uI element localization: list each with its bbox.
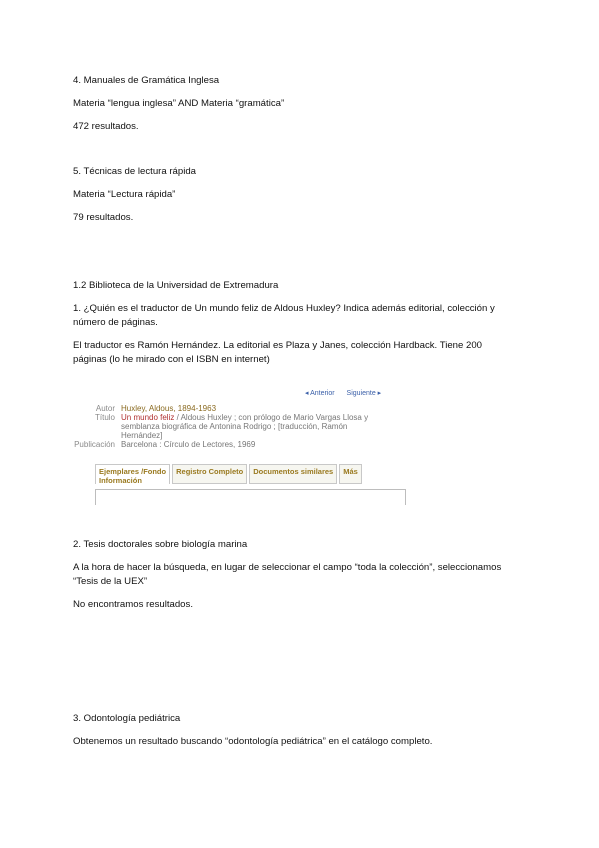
section-1-2-heading: 1.2 Biblioteca de la Universidad de Extremadura: [73, 280, 279, 291]
publicacion-label: Publicación: [74, 440, 115, 449]
tab-ejemplares[interactable]: [95, 464, 170, 484]
titulo-line3: Hernández]: [121, 431, 163, 440]
section-4-query: Materia “lengua inglesa” AND Materia “gramática”: [73, 98, 285, 109]
question-1-line2: número de páginas.: [73, 317, 158, 328]
record-navigation: [305, 389, 391, 397]
section-5-results: 79 resultados.: [73, 212, 134, 223]
tab-content-box: [95, 489, 406, 505]
tab-mas[interactable]: Más: [339, 464, 362, 484]
tab-documentos-similares[interactable]: Documentos similares: [249, 464, 337, 484]
titulo-line2: semblanza biográfica de Antonina Rodrigo ; [traducción, Ramón: [121, 422, 348, 431]
question-3-line1: Obtenemos un resultado buscando “odontología pediátrica” en el catálogo completo.: [73, 736, 433, 747]
previous-record-link[interactable]: ◂ Anterior: [305, 390, 335, 397]
question-3-heading: 3. Odontología pediátrica: [73, 713, 181, 724]
title-link[interactable]: Un mundo feliz: [121, 413, 175, 422]
publicacion-value: Barcelona : Círculo de Lectores, 1969: [121, 440, 256, 449]
titulo-label: Título: [94, 413, 115, 422]
question-1-line1: 1. ¿Quién es el traductor de Un mundo feliz de Aldous Huxley? Indica además editorial, colección y: [73, 303, 495, 314]
section-4-results: 472 resultados.: [73, 121, 139, 132]
record-tabs: [95, 464, 364, 484]
section-5-query: Materia “Lectura rápida”: [73, 189, 176, 200]
section-4-heading: 4. Manuales de Gramática Inglesa: [73, 75, 220, 86]
answer-1-line2: páginas (lo he mirado con el ISBN en internet): [73, 354, 270, 365]
question-2-heading: 2. Tesis doctorales sobre biología marina: [73, 539, 248, 550]
answer-1-line1: El traductor es Ramón Hernández. La editorial es Plaza y Janes, colección Hardback. Tiene 200: [73, 340, 483, 351]
title-responsibility: / Aldous Huxley ; con prólogo de Mario Vargas Llosa y: [174, 413, 369, 422]
tab-registro-completo[interactable]: Registro Completo: [172, 464, 247, 484]
tab-ejemplares-line2: Información: [99, 476, 142, 485]
question-2-line1: A la hora de hacer la búsqueda, en lugar de seleccionar el campo “toda la colección”, seleccionamos: [73, 562, 502, 573]
autor-label: Autor: [95, 404, 115, 413]
question-2-result: No encontramos resultados.: [73, 599, 193, 610]
catalog-record-screenshot: [71, 385, 407, 505]
section-5-heading: 5. Técnicas de lectura rápida: [73, 166, 197, 177]
next-record-link[interactable]: Siguiente ▸: [346, 390, 382, 397]
autor-value[interactable]: Huxley, Aldous, 1894-1963: [121, 404, 217, 413]
tab-ejemplares-line1: Ejemplares /Fondo: [99, 467, 167, 476]
question-2-line2: “Tesis de la UEX”: [73, 576, 148, 587]
